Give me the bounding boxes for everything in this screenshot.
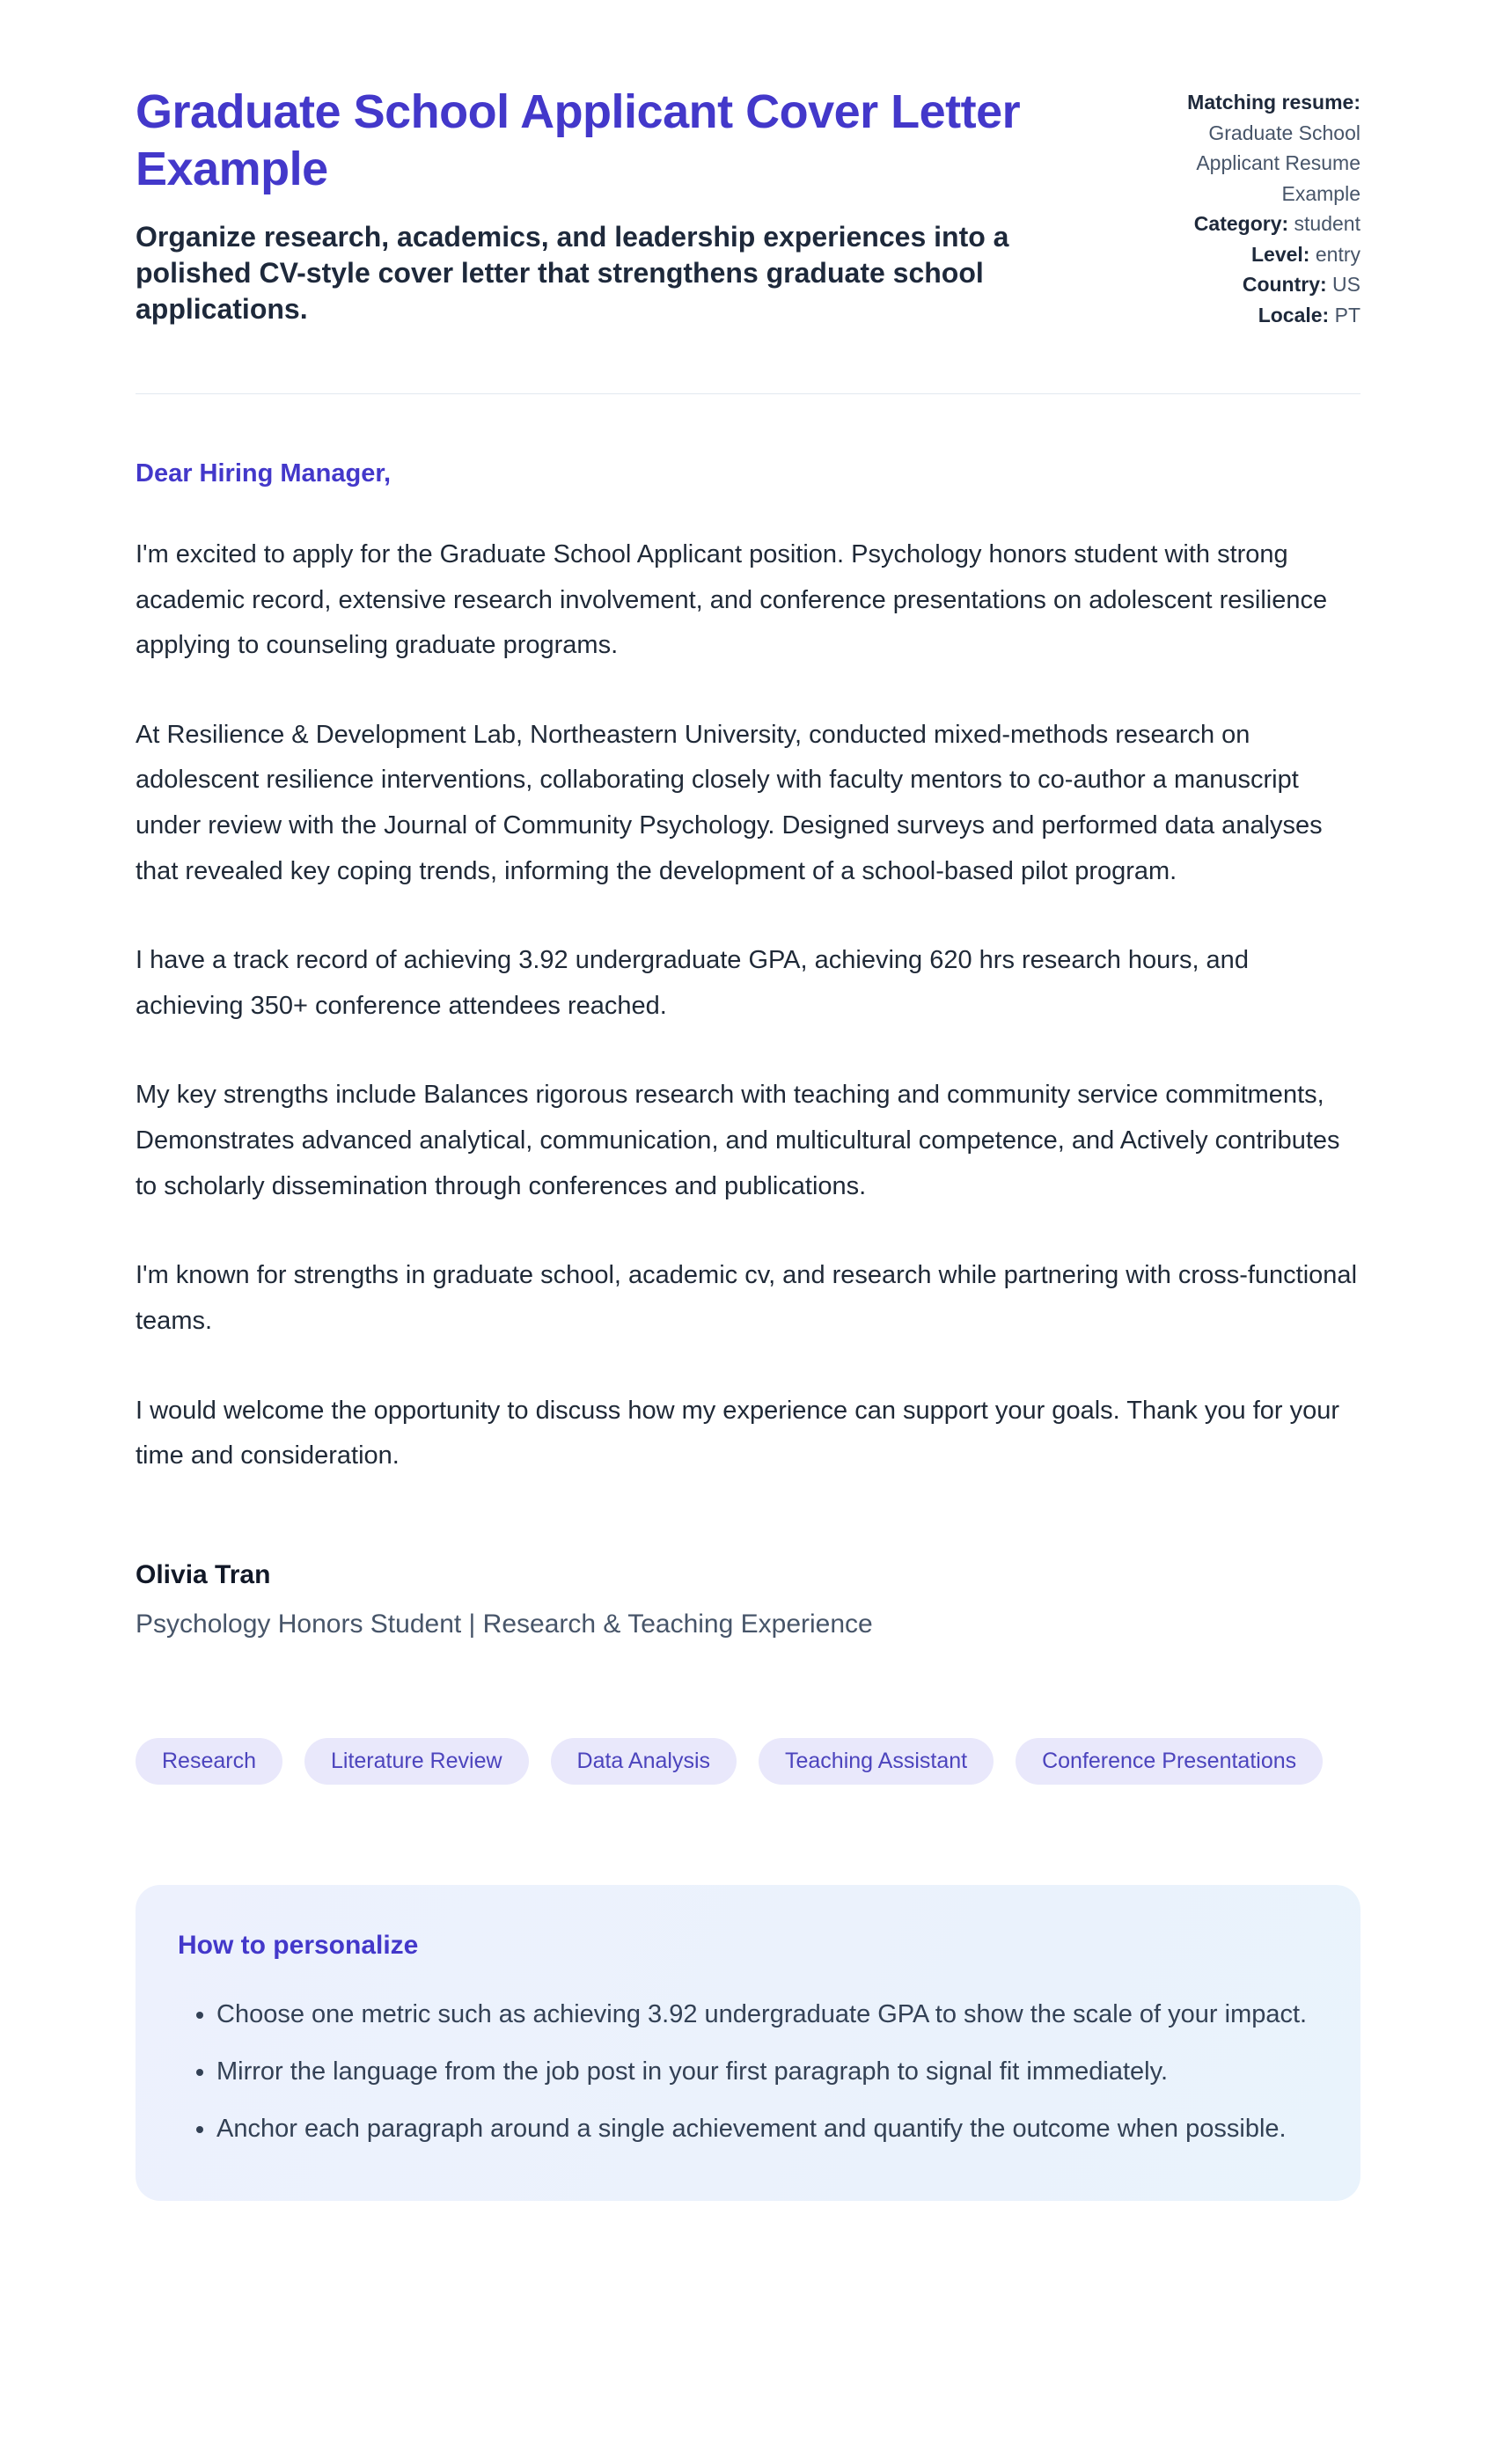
meta-value: Graduate School Applicant Resume Example <box>1196 121 1360 205</box>
tag-list <box>136 1738 1360 1786</box>
meta-row-level <box>1133 239 1360 270</box>
page-title: Graduate School Applicant Cover Letter Example <box>136 85 1021 195</box>
signature-block <box>136 1560 1360 1639</box>
cover-letter-page <box>136 0 1360 2254</box>
meta-value: PT <box>1334 303 1360 326</box>
meta-row-matching-resume <box>1133 87 1360 209</box>
header-divider <box>136 393 1360 394</box>
meta-value: student <box>1294 212 1360 235</box>
signature-title: Psychology Honors Student | Research & Teaching Experience <box>136 1609 873 1639</box>
page-subtitle: Organize research, academics, and leadership experiences into a polished CV-style cover letter that strengthens graduate school applications. <box>136 220 1009 325</box>
meta-row-country <box>1133 269 1360 300</box>
personalize-bullet: • Anchor each paragraph around a single achievement and quantify the outcome when possible. <box>216 2107 1318 2152</box>
resume-meta-panel <box>1133 84 1360 330</box>
header-left <box>136 84 1068 326</box>
meta-label: Level: <box>1250 242 1310 266</box>
tag-literature-review: Literature Review <box>304 1738 529 1786</box>
letter-paragraph: At Resilience & Development Lab, Northeastern University, conducted mixed-methods research on adolescent resilience interventions, collaborating closely with faculty mentors to co-author a manuscript under review with the Journal of Community Psychology. Designed surveys and performed data analyses that revealed key coping trends, informing the development of a school-based pilot program. <box>136 720 1323 885</box>
meta-label: Matching resume: <box>1187 91 1360 114</box>
header <box>136 84 1360 330</box>
tag-data-analysis: Data Analysis <box>551 1738 737 1786</box>
personalize-list <box>178 1992 1318 2151</box>
salutation: Dear Hiring Manager, <box>136 459 392 488</box>
meta-label: Category: <box>1193 212 1289 235</box>
letter-paragraph: I have a track record of achieving 3.92 undergraduate GPA, achieving 620 hrs research hours, and achieving 350+ conference attendees reached. <box>136 946 1249 1020</box>
meta-label: Country: <box>1242 273 1327 296</box>
personalize-card <box>136 1885 1360 2200</box>
meta-label: Locale: <box>1258 303 1330 326</box>
letter-paragraph: I'm excited to apply for the Graduate School Applicant position. Psychology honors student with strong academic record, extensive research involvement, and conference presentations on adolescent resilience applying to counseling graduate programs. <box>136 540 1328 660</box>
letter-paragraph: I'm known for strengths in graduate school, academic cv, and research while partnering with cross-functional teams. <box>136 1261 1358 1335</box>
tag-teaching-assistant: Teaching Assistant <box>759 1738 994 1786</box>
personalize-heading: How to personalize <box>178 1931 419 1961</box>
tag-research: Research <box>136 1738 282 1786</box>
letter-paragraph: I would welcome the opportunity to discuss how my experience can support your goals. Thank you for your time and consideration. <box>136 1396 1340 1470</box>
personalize-bullet: • Mirror the language from the job post in your first paragraph to signal fit immediately. <box>216 2050 1318 2094</box>
letter-body <box>136 459 1360 2201</box>
signature-name: Olivia Tran <box>136 1559 271 1589</box>
letter-paragraph: My key strengths include Balances rigorous research with teaching and community service commitments, Demonstrates advanced analytical, communication, and multicultural competence, and Actively contributes to scholarly dissemination through conferences and publications. <box>136 1081 1340 1200</box>
meta-value: entry <box>1315 242 1360 266</box>
meta-value: US <box>1332 273 1360 296</box>
tag-conference-presentations: Conference Presentations <box>1016 1738 1323 1786</box>
meta-row-category <box>1133 209 1360 239</box>
personalize-bullet: • Choose one metric such as achieving 3.92 undergraduate GPA to show the scale of your impact. <box>216 1992 1318 2037</box>
meta-row-locale <box>1133 300 1360 331</box>
